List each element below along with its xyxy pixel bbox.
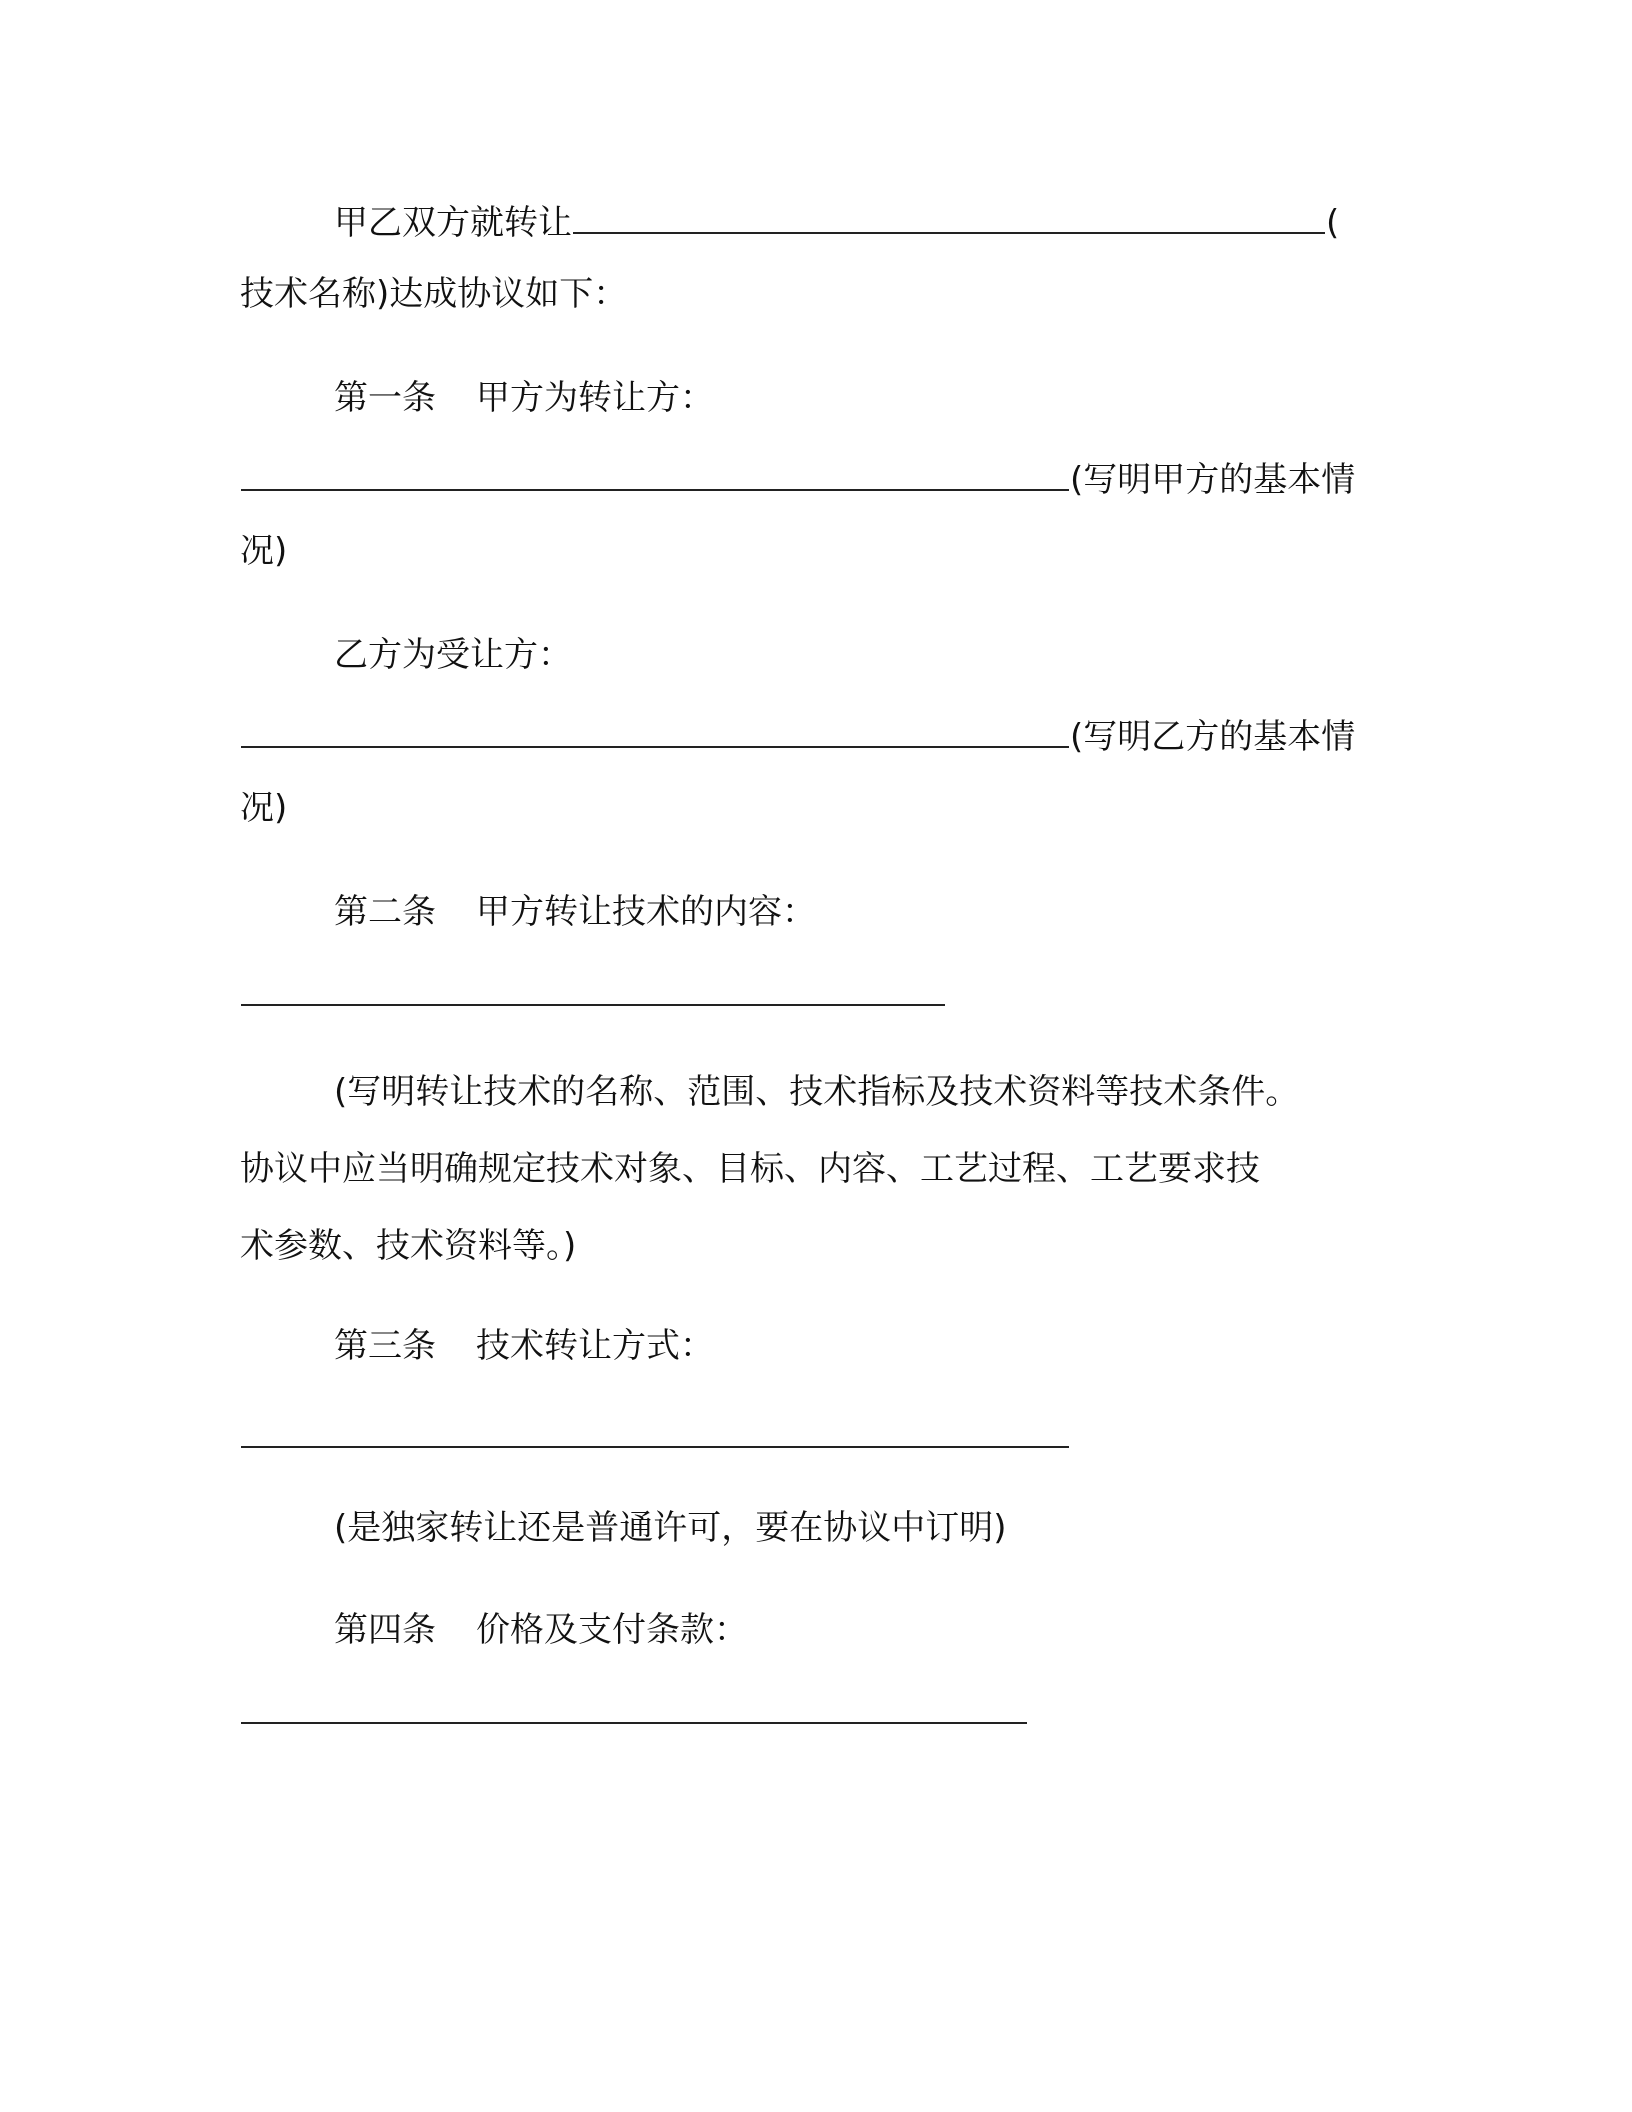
intro-line-2: 技术名称)达成协议如下： <box>240 274 628 314</box>
article-1-title: 第一条 <box>334 378 436 418</box>
party-b-line <box>240 712 1355 761</box>
article-4-title: 第四条 <box>334 1610 436 1650</box>
party-b-label: 乙方为受让方： <box>334 635 572 675</box>
article-4-blank-line <box>240 1688 1028 1737</box>
intro-lead: 甲乙双方就转让 <box>334 203 572 243</box>
party-b-hint-cont: 况) <box>240 788 288 828</box>
article-3-blank[interactable] <box>241 1412 1069 1448</box>
article-2-heading <box>334 888 816 936</box>
article-2-note-2: 协议中应当明确规定技术对象、目标、内容、工艺过程、工艺要求技 <box>240 1149 1260 1189</box>
article-3-title: 第三条 <box>334 1326 436 1366</box>
article-3-blank-line <box>240 1412 1070 1461</box>
party-a-blank[interactable] <box>241 455 1069 491</box>
article-2-blank-line <box>240 970 946 1019</box>
article-3-note: (是独家转让还是普通许可，要在协议中订明) <box>334 1508 1007 1548</box>
party-b-blank[interactable] <box>241 712 1069 748</box>
article-4-blank[interactable] <box>241 1688 1027 1724</box>
article-4-heading <box>334 1606 748 1654</box>
article-3-text: 技术转让方式： <box>476 1326 714 1366</box>
party-a-hint-cont: 况) <box>240 531 288 571</box>
intro-open-paren: ( <box>1326 203 1340 243</box>
article-1-text: 甲方为转让方： <box>476 378 714 418</box>
party-a-hint: (写明甲方的基本情 <box>1070 460 1356 500</box>
article-2-title: 第二条 <box>334 892 436 932</box>
article-1-heading <box>334 374 714 422</box>
article-2-note-3: 术参数、技术资料等。) <box>240 1226 577 1266</box>
article-2-note-1: (写明转让技术的名称、范围、技术指标及技术资料等技术条件。 <box>334 1072 1300 1112</box>
article-2-text: 甲方转让技术的内容： <box>476 892 816 932</box>
article-4-text: 价格及支付条款： <box>476 1610 748 1650</box>
article-2-blank[interactable] <box>241 970 945 1006</box>
article-3-heading <box>334 1322 714 1370</box>
tech-name-blank[interactable] <box>573 198 1325 234</box>
party-a-line <box>240 455 1355 504</box>
intro-line <box>334 198 1339 247</box>
party-b-hint: (写明乙方的基本情 <box>1070 717 1356 757</box>
